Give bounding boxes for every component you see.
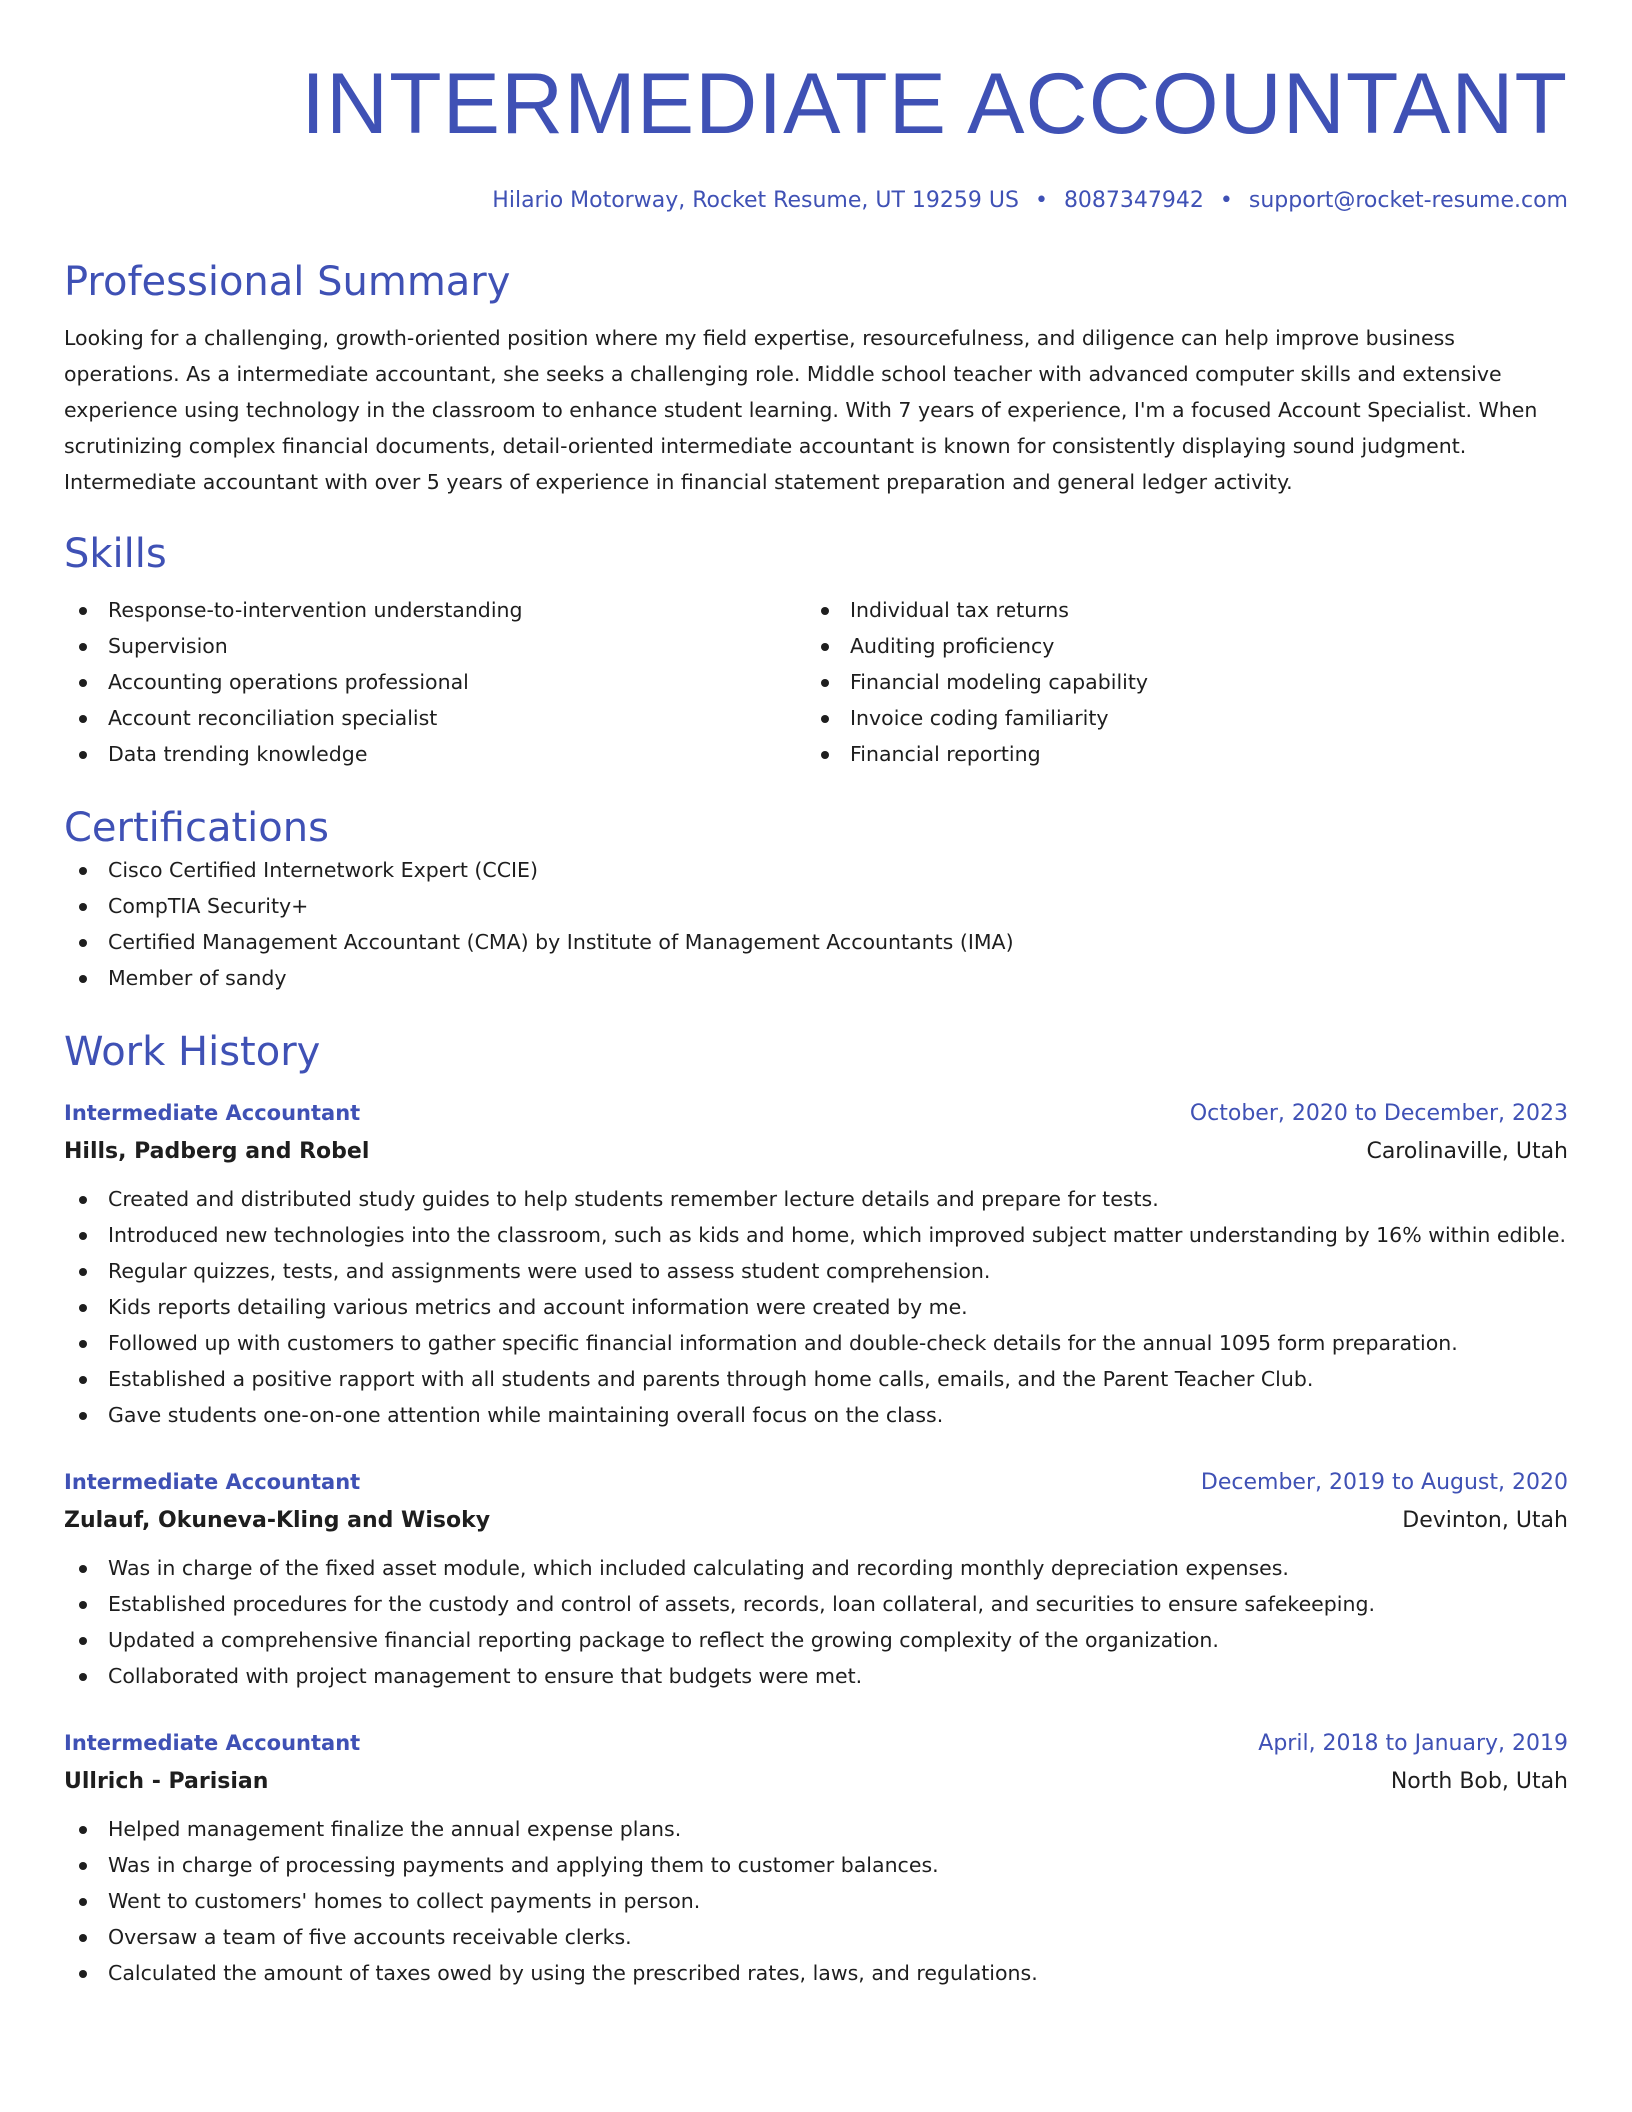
- resume-name: INTERMEDIATE ACCOUNTANT: [301, 56, 1568, 152]
- job-duty-item: Was in charge of the fixed asset module, which included calculating and recording monthly depreciation expenses.: [64, 1550, 1568, 1586]
- job-entry: [64, 1463, 1568, 1694]
- job-location: Devinton, Utah: [1402, 1508, 1568, 1533]
- skill-item: Account reconciliation specialist: [64, 700, 806, 736]
- skill-item: Auditing proficiency: [806, 628, 1548, 664]
- contact-phone: 8087347942: [1063, 188, 1204, 213]
- job-company: Zulauf, Okuneva-Kling and Wisoky: [64, 1508, 491, 1533]
- skill-item: Financial reporting: [806, 736, 1548, 772]
- job-title: Intermediate Accountant: [64, 1101, 361, 1125]
- skill-item: Accounting operations professional: [64, 664, 806, 700]
- job-entry: [64, 1094, 1568, 1433]
- skill-item: Financial modeling capability: [806, 664, 1548, 700]
- certification-item: Certified Management Accountant (CMA) by Institute of Management Accountants (IMA): [64, 924, 1568, 960]
- skill-item: Invoice coding familiarity: [806, 700, 1548, 736]
- job-duties: [64, 1550, 1568, 1694]
- job-dates: October, 2020 to December, 2023: [1189, 1101, 1568, 1126]
- contact-line: [64, 186, 1568, 216]
- job-duty-item: Created and distributed study guides to help students remember lecture details and prepare for tests.: [64, 1181, 1568, 1217]
- skill-item: Individual tax returns: [806, 592, 1548, 628]
- job-duty-item: Was in charge of processing payments and applying them to customer balances.: [64, 1847, 1568, 1883]
- certifications-list: [64, 852, 1568, 996]
- contact-separator: •: [1219, 188, 1233, 213]
- resume-page: [64, 0, 1568, 1991]
- summary-heading: Professional Summary: [64, 259, 511, 305]
- job-company: Hills, Padberg and Robel: [64, 1139, 370, 1164]
- job-location: North Bob, Utah: [1390, 1769, 1568, 1794]
- skill-item: Supervision: [64, 628, 806, 664]
- job-title: Intermediate Accountant: [64, 1731, 361, 1755]
- job-duty-item: Introduced new technologies into the classroom, such as kids and home, which improved subject matter understanding by 16% within edible.: [64, 1217, 1568, 1253]
- contact-address: Hilario Motorway, Rocket Resume, UT 19259 US: [492, 188, 1019, 213]
- skills-column-left: [64, 592, 806, 772]
- job-duty-item: Established procedures for the custody and control of assets, records, loan collateral, and securities to ensure safekeeping.: [64, 1586, 1568, 1622]
- job-header-row: [64, 1463, 1568, 1502]
- skills-heading: Skills: [64, 531, 167, 577]
- job-duty-item: Collaborated with project management to ensure that budgets were met.: [64, 1658, 1568, 1694]
- job-duty-item: Helped management finalize the annual expense plans.: [64, 1811, 1568, 1847]
- certification-item: CompTIA Security+: [64, 888, 1568, 924]
- job-duty-item: Oversaw a team of five accounts receivable clerks.: [64, 1919, 1568, 1955]
- job-company-row: [64, 1502, 1568, 1540]
- job-duty-item: Established a positive rapport with all students and parents through home calls, emails, and the Parent Teacher Club.: [64, 1361, 1568, 1397]
- summary-text: Looking for a challenging, growth-oriented position where my field expertise, resourcefulness, and diligence can help improve business operations. As a intermediate accountant, she seeks a challenging role. Middle school teacher with advanced computer skills and extensive experience using technology in the classroom to enhance student learning. With 7 years of experience, I'm a focused Account Specialist. When scrutinizing complex financial documents, detail-oriented intermediate accountant is known for consistently displaying sound judgment. Intermediate accountant with over 5 years of experience in financial statement preparation and general ledger activity.: [64, 326, 1538, 494]
- certifications-heading: Certifications: [64, 805, 329, 851]
- job-duty-item: Followed up with customers to gather specific financial information and double-check details for the annual 1095 form preparation.: [64, 1325, 1568, 1361]
- job-dates: December, 2019 to August, 2020: [1200, 1470, 1568, 1495]
- work-history-heading: Work History: [64, 1029, 321, 1075]
- job-entry: [64, 1724, 1568, 1991]
- job-duty-item: Updated a comprehensive financial reporting package to reflect the growing complexity of the organization.: [64, 1622, 1568, 1658]
- job-duty-item: Regular quizzes, tests, and assignments were used to assess student comprehension.: [64, 1253, 1568, 1289]
- certification-item: Cisco Certified Internetwork Expert (CCIE): [64, 852, 1568, 888]
- job-duty-item: Went to customers' homes to collect payments in person.: [64, 1883, 1568, 1919]
- skills-column-right: [806, 592, 1548, 772]
- certification-item: Member of sandy: [64, 960, 1568, 996]
- skill-item: Response-to-intervention understanding: [64, 592, 806, 628]
- job-company-row: [64, 1763, 1568, 1801]
- job-company: Ullrich - Parisian: [64, 1769, 269, 1794]
- job-location: Carolinaville, Utah: [1366, 1139, 1568, 1164]
- job-dates: April, 2018 to January, 2019: [1258, 1731, 1568, 1756]
- job-duty-item: Kids reports detailing various metrics and account information were created by me.: [64, 1289, 1568, 1325]
- job-duties: [64, 1181, 1568, 1433]
- job-company-row: [64, 1133, 1568, 1171]
- job-title: Intermediate Accountant: [64, 1470, 361, 1494]
- job-header-row: [64, 1724, 1568, 1763]
- skills-list: [64, 592, 1568, 772]
- skill-item: Data trending knowledge: [64, 736, 806, 772]
- job-header-row: [64, 1094, 1568, 1133]
- contact-email: support@rocket-resume.com: [1248, 188, 1568, 213]
- contact-separator: •: [1034, 188, 1048, 213]
- job-duties: [64, 1811, 1568, 1991]
- job-duty-item: Calculated the amount of taxes owed by using the prescribed rates, laws, and regulations.: [64, 1955, 1568, 1991]
- job-duty-item: Gave students one-on-one attention while maintaining overall focus on the class.: [64, 1397, 1568, 1433]
